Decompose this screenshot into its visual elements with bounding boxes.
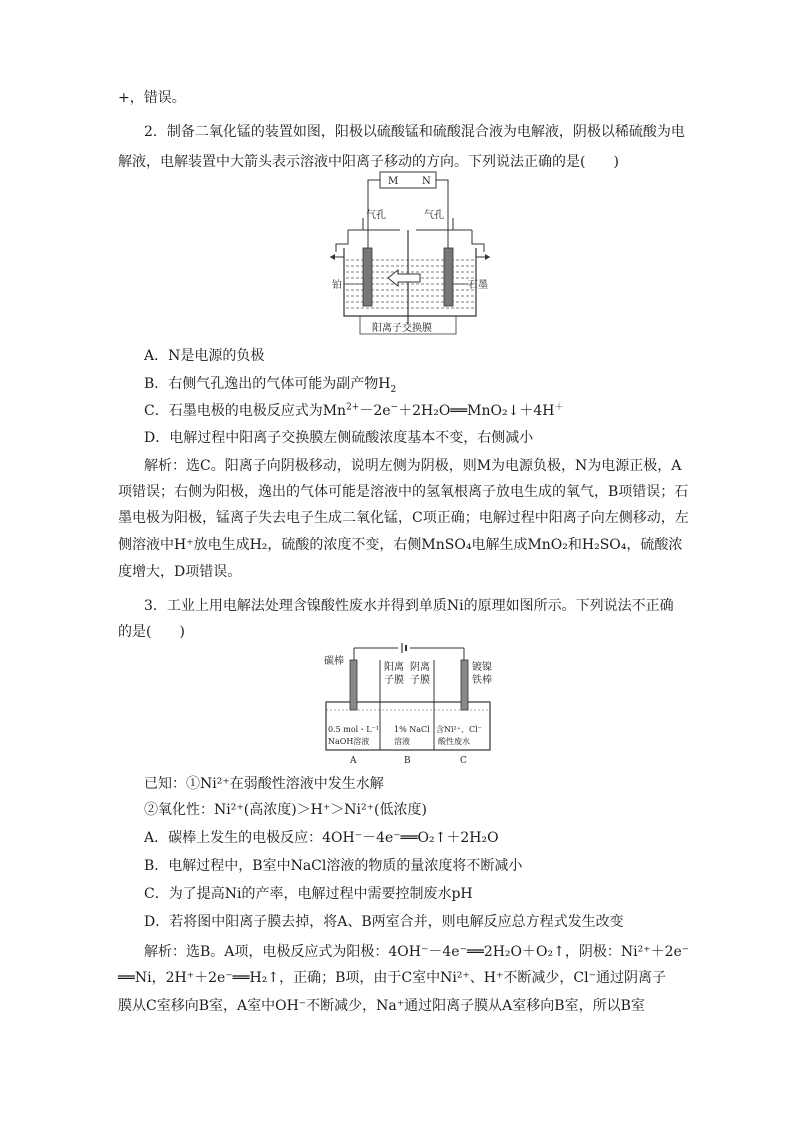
platinum-electrode <box>363 248 372 306</box>
q3-analysis-line-3: 膜从C室移向B室，A室中OH⁻不断减少，Na⁺通过阳离子膜从A室移向B室，所以B室 <box>118 998 645 1014</box>
cation-membrane-label-2: 子膜 <box>384 675 404 686</box>
chamber-b-solution-2: 溶液 <box>394 737 410 746</box>
ni-rod-label-1: 镀镍 <box>472 662 492 673</box>
graphite-label: 石墨 <box>468 280 488 291</box>
power-terminal-n-label: N <box>422 176 431 187</box>
chamber-c-label: C <box>460 756 467 766</box>
chamber-a-solution-1: 0.5 mol・L⁻¹ <box>328 725 379 734</box>
q2-analysis-line-2: 项错误；右侧为阳极，逸出的气体可能是溶液中的氢氧根离子放电生成的氧气，B项错误；石 <box>118 484 689 500</box>
q3-stem-line-2: 的是( ) <box>118 624 185 640</box>
chamber-b-label: B <box>404 756 411 766</box>
q2-electrolysis-diagram <box>330 168 490 338</box>
q3-analysis-line-1: 解析：选B。A项，电极反应式为阳极：4OH⁻－4e⁻══2H₂O＋O₂↑，阴极：Ni²⁺＋2e⁻ <box>144 944 690 960</box>
graphite-electrode <box>444 248 453 306</box>
q2-analysis-line-1: 解析：选C。阳离子向阴极移动，说明左侧为阴极，则M为电源负极，N为电源正极，A <box>144 458 682 474</box>
right-vent-label: 气孔 <box>424 210 444 221</box>
carbon-rod <box>350 660 357 710</box>
q2-analysis-line-3: 墨电极为阳极，锰离子失去电子生成二氧化锰，C项正确；电解过程中阳离子向左侧移动，左 <box>118 510 689 526</box>
q3-known-1: 已知：①Ni²⁺在弱酸性溶液中发生水解 <box>144 776 384 792</box>
chamber-c-solution-2: 酸性废水 <box>438 737 470 746</box>
q3-option-c: C．为了提高Ni的产率，电解过程中需要控制废水pH <box>144 886 473 902</box>
q2-stem-line-2: 解液，电解装置中大箭头表示溶液中阳离子移动的方向。下列说法正确的是( ) <box>118 154 619 170</box>
q2-stem-line-1: 2．制备二氧化锰的装置如图，阳极以硫酸锰和硫酸混合液为电解液，阴极以稀硫酸为电 <box>144 124 685 140</box>
ni-rod-label-2: 铁棒 <box>472 675 492 686</box>
q3-known-2: ②氧化性：Ni²⁺(高浓度)＞H⁺＞Ni²⁺(低浓度) <box>144 802 427 818</box>
q3-stem-line-1: 3．工业上用电解法处理含镍酸性废水并得到单质Ni的原理如图所示。下列说法不正确 <box>144 598 674 614</box>
left-vent-label: 气孔 <box>366 210 386 221</box>
q2-option-c: C．石墨电极的电极反应式为$Mn^{2+}-2e^-+2H_2O══MnO_2↓+4H^+$ <box>144 402 564 419</box>
cation-membrane-label-1: 阳离 <box>384 662 404 673</box>
q3-analysis-line-2: ══Ni，2H⁺＋2e⁻══H₂↑，正确；B项，由于C室中Ni²⁺、H⁺不断减少，Cl⁻通过阴离子 <box>118 970 666 986</box>
power-terminal-m-label: M <box>388 176 399 187</box>
q3-option-b: B．电解过程中，B室中NaCl溶液的物质的量浓度将不断减小 <box>144 858 523 874</box>
chamber-a-solution-2: NaOH溶液 <box>328 737 370 746</box>
q2-option-b: B．右侧气孔逸出的气体可能为副产物$H_2$ <box>144 376 397 395</box>
q2-analysis-line-5: 度增大，D项错误。 <box>118 564 242 580</box>
chamber-b-solution-1: 1% NaCl <box>394 725 430 734</box>
q2-option-d: D．电解过程中阳离子交换膜左侧硫酸浓度基本不变，右侧减小 <box>144 430 534 446</box>
chamber-c-solution-1: 含Ni²⁺、Cl⁻ <box>436 725 482 734</box>
q3-option-d: D．若将图中阳离子膜去掉，将A、B两室合并，则电解反应总方程式发生改变 <box>144 914 624 930</box>
nickel-plated-iron-rod <box>461 660 468 710</box>
q3-option-a: A．碳棒上发生的电极反应：4OH⁻－4e⁻══O₂↑＋2H₂O <box>144 830 499 846</box>
anion-membrane-label-1: 阴离 <box>410 662 430 673</box>
q2-option-a: A．N是电源的负极 <box>144 348 265 364</box>
chamber-a-label: A <box>350 756 357 766</box>
carbon-rod-label: 碳棒 <box>324 656 344 667</box>
platinum-label: 铂 <box>332 280 342 291</box>
anion-membrane-label-2: 子膜 <box>410 675 430 686</box>
top-fragment: +，错误。 <box>118 90 186 106</box>
q3-electrolysis-diagram <box>322 640 498 766</box>
membrane-label: 阳离子交换膜 <box>372 323 432 334</box>
q2-analysis-line-4: 侧溶液中H⁺放电生成H₂，硫酸的浓度不变，右侧MnSO₄电解生成MnO₂和H₂SO₄，硫酸浓 <box>118 537 683 553</box>
